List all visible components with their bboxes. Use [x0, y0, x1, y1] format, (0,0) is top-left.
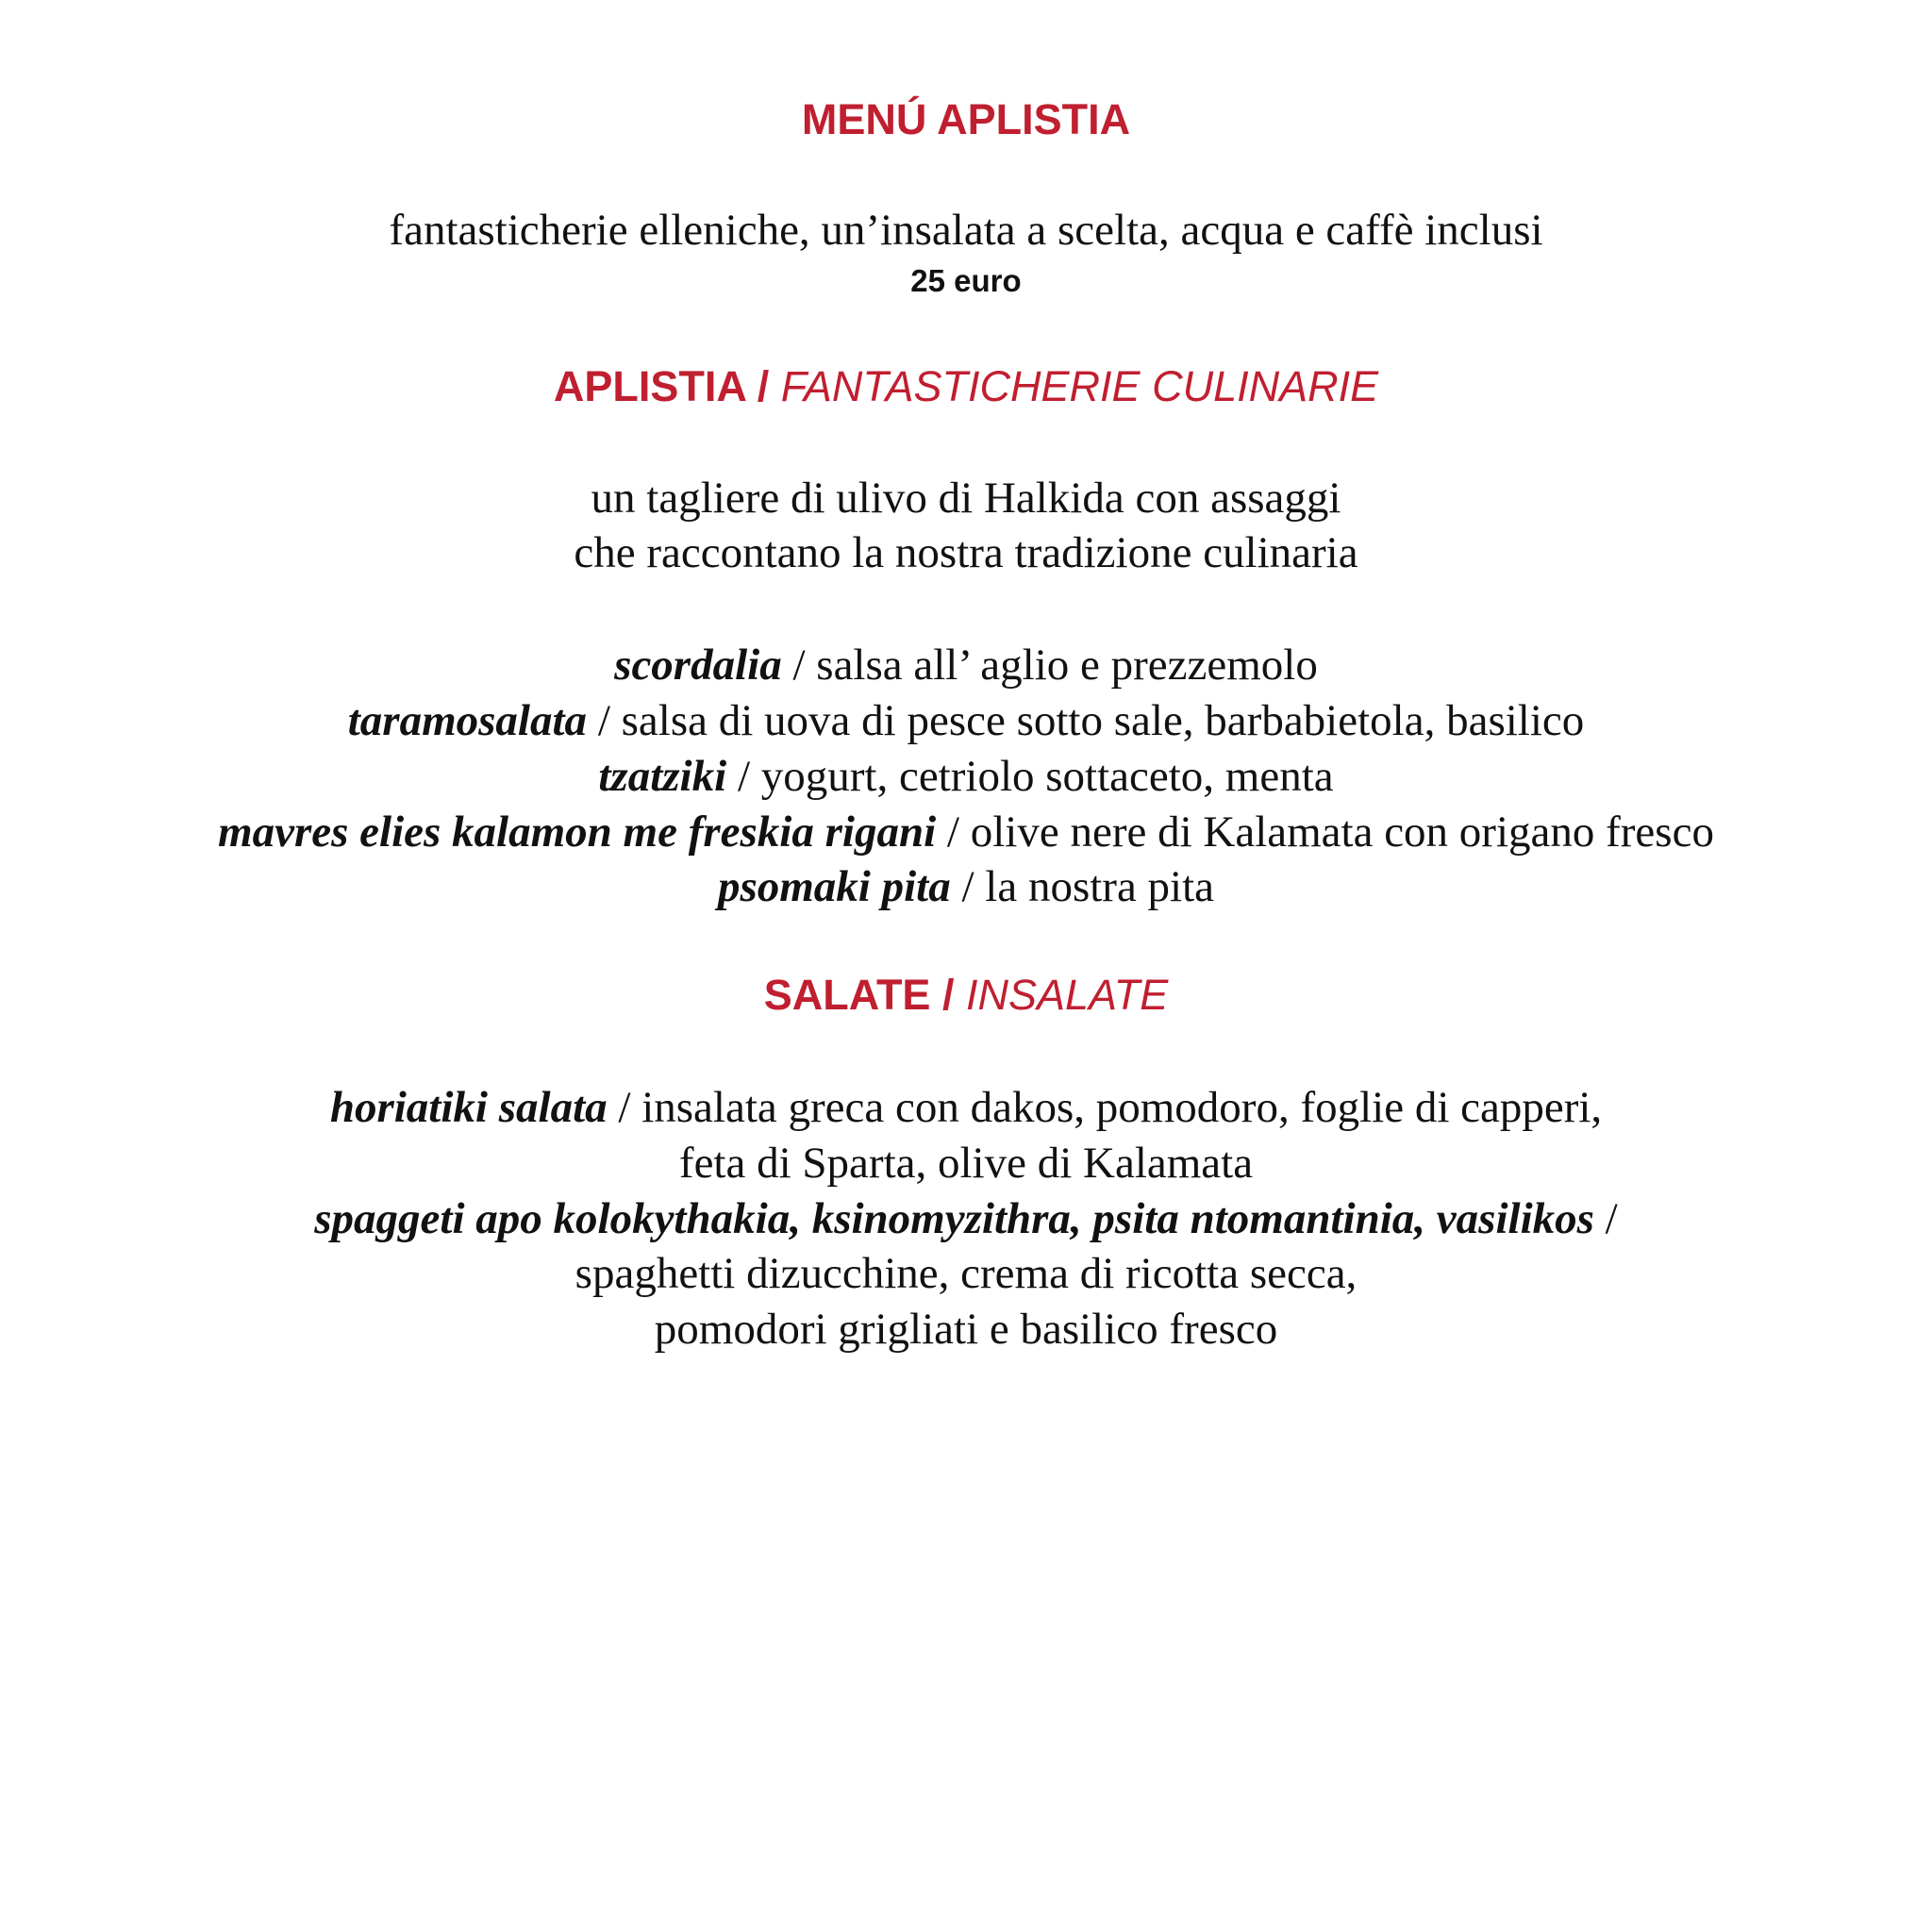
menu-item [0, 692, 1932, 749]
item-description: / [1605, 1194, 1618, 1243]
menu-item [0, 1079, 1932, 1136]
item-greek-name: taramosalata [347, 696, 588, 745]
item-description-cont: spaghetti dizucchine, crema di ricotta secca, [575, 1249, 1357, 1298]
item-description: / olive nere di Kalamata con origano fresco [946, 807, 1714, 857]
menu-item [0, 1190, 1932, 1247]
section-heading-salate [0, 967, 1932, 1024]
item-description: / insalata greca con dakos, pomodoro, foglie di capperi, [618, 1083, 1603, 1132]
item-greek-name: scordalia [614, 641, 782, 690]
menu-item [0, 637, 1932, 693]
section-subtitle: INSALATE [965, 971, 1169, 1019]
item-description-cont: feta di Sparta, olive di Kalamata [678, 1139, 1254, 1188]
item-description: / la nostra pita [961, 862, 1215, 911]
menu-item [0, 748, 1932, 805]
item-greek-name: tzatziki [598, 752, 727, 801]
item-greek-name: psomaki pita [717, 862, 951, 911]
menu-intro: fantasticherie elleniche, un’insalata a scelta, acqua e caffè inclusi [389, 206, 1543, 255]
section-name: APLISTIA / [553, 362, 770, 410]
menu-item [0, 858, 1932, 915]
menu-price: 25 euro [910, 263, 1022, 298]
item-description-cont: pomodori grigliati e basilico fresco [654, 1305, 1278, 1354]
section-name: SALATE / [763, 971, 955, 1019]
menu-title: MENÚ APLISTIA [801, 95, 1131, 143]
section-description: che raccontano la nostra tradizione culinaria [574, 528, 1358, 577]
item-description: / salsa all’ aglio e prezzemolo [792, 641, 1318, 690]
section-heading-aplistia [0, 358, 1932, 415]
item-greek-name: horiatiki salata [329, 1083, 608, 1132]
section-subtitle: FANTASTICHERIE CULINARIE [780, 362, 1379, 410]
item-description: / yogurt, cetriolo sottaceto, menta [737, 752, 1334, 801]
item-description: / salsa di uova di pesce sotto sale, barbabietola, basilico [597, 696, 1585, 745]
menu-item [0, 804, 1932, 860]
section-description: un tagliere di ulivo di Halkida con assaggi [591, 474, 1341, 523]
item-greek-name: spaggeti apo kolokythakia, ksinomyzithra, psita ntomantinia, vasilikos [314, 1194, 1594, 1243]
item-greek-name: mavres elies kalamon me freskia rigani [218, 807, 937, 857]
